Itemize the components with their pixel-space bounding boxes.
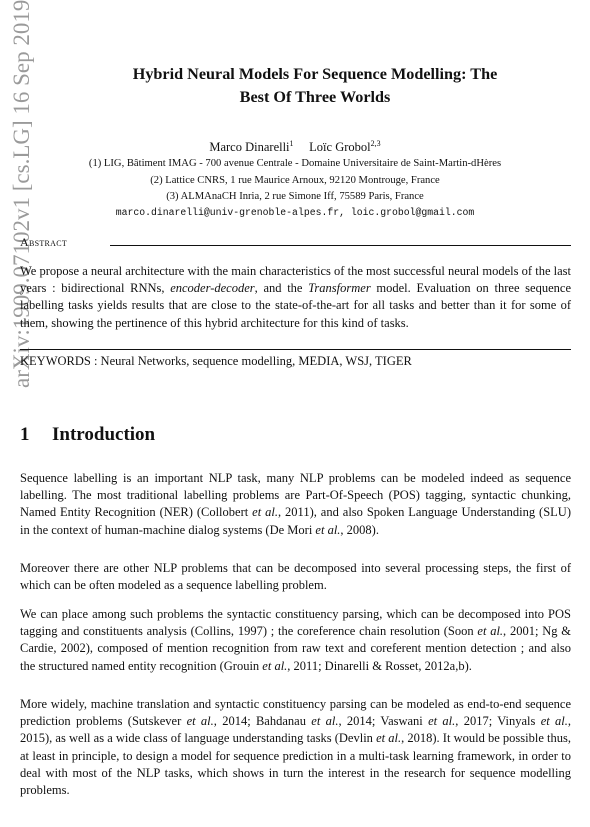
p3-text-c: , 2011; Dinarelli & Rosset, 2012a,b). bbox=[287, 658, 472, 673]
affiliation-2: (2) Lattice CNRS, 1 rue Maurice Arnoux, 92120 Montrouge, France bbox=[150, 175, 440, 186]
arxiv-stamp: arXiv:1909.07102v1 [cs.LG] 16 Sep 2019 bbox=[9, 0, 34, 389]
abstract-text-1: We propose a neural architecture with the main characteristics of the most successful neural models of the last years : bidirectional RNNs, bbox=[20, 264, 571, 296]
p1-text-b: , 2011), and also Spoken Language Understanding (SLU) in the context of human-machine dialog systems (De Mori bbox=[20, 505, 571, 537]
p1-etal-1: et al. bbox=[252, 505, 278, 520]
p1-etal-2: et al. bbox=[315, 522, 341, 537]
author-list bbox=[20, 139, 570, 155]
intro-paragraph-1 bbox=[20, 470, 571, 539]
intro-paragraph-3 bbox=[20, 606, 571, 675]
p4-text-f: , 2018). It would be possible thus, at least in principle, to design a model for sequence prediction in a multi-task learning framework, in order to deal with most of the NLP tasks, which shows in turn the interest in the research for sequence modelling problems. bbox=[20, 731, 571, 798]
p4-text-c: , 2014; Vaswani bbox=[338, 714, 429, 729]
title-line-1: Hybrid Neural Models For Sequence Modelling: The bbox=[132, 65, 498, 83]
p3-text-b: , 2001; Ng & Cardie, 2002), composed of mention recognition from raw text and coreferent mention detection ; and also the structured named entity recognition (Grouin bbox=[20, 624, 571, 673]
abstract-rule bbox=[110, 245, 571, 246]
affiliation-1: (1) LIG, Bâtiment IMAG - 700 avenue Centrale - Domaine Universitaire de Saint-Martin-dHères bbox=[88, 158, 502, 169]
abstract-em-2: Transformer bbox=[308, 281, 371, 296]
abstract-text-3: model. Evaluation on three sequence labelling tasks yields results that are close to the state-of-the-art for all tasks and better than it for some of them, showing the pertinence of this hybrid architecture for this kind of tasks. bbox=[20, 281, 571, 330]
author-emails: marco.dinarelli@univ-grenoble-alpes.fr, loic.grobol@gmail.com bbox=[115, 207, 475, 218]
p4-text-b: , 2014; Bahdanau bbox=[213, 714, 312, 729]
author-1-affil: 1 bbox=[289, 139, 294, 148]
section-heading bbox=[20, 424, 155, 446]
intro-paragraph-4 bbox=[20, 696, 571, 799]
p4-text-e: , 2015), as well as a wide class of language understanding tasks (Devlin bbox=[20, 714, 572, 746]
p4-etal-4: et al. bbox=[540, 714, 568, 729]
paper-title bbox=[40, 63, 590, 109]
title-line-2: Best Of Three Worlds bbox=[239, 88, 391, 106]
keywords-rule bbox=[20, 349, 571, 350]
p4-text-d: , 2017; Vinyals bbox=[455, 714, 541, 729]
abstract-em-1: encoder-decoder bbox=[170, 281, 255, 296]
author-2: Loïc Grobol bbox=[309, 140, 371, 155]
p3-text-a: We can place among such problems the syntactic constituency parsing, which can be decomposed into POS tagging and constituents analysis (Collins, 1997) ; the coreference chain resolution (Soon bbox=[20, 607, 571, 639]
abstract-text-2: , and the bbox=[254, 281, 309, 296]
p1-text-a: Sequence labelling is an important NLP task, many NLP problems can be modeled indeed as sequence labelling. The most traditional labelling problems are Part-Of-Speech (POS) tagging, syntactic chunking, Named Entity Recognition (NER) (Collobert bbox=[20, 471, 571, 520]
p1-text-c: , 2008). bbox=[340, 522, 379, 537]
p3-etal-2: et al. bbox=[262, 658, 288, 673]
p4-etal-2: et al. bbox=[311, 714, 339, 729]
p4-etal-3: et al. bbox=[428, 714, 456, 729]
abstract-heading: Abstract bbox=[20, 235, 68, 249]
p3-etal-1: et al. bbox=[477, 624, 504, 639]
p4-etal-5: et al. bbox=[376, 731, 402, 746]
affiliation-3: (3) ALMAnaCH Inria, 2 rue Simone Iff, 75589 Paris, France bbox=[166, 191, 424, 202]
section-number: 1 bbox=[20, 424, 30, 445]
author-1: Marco Dinarelli bbox=[209, 140, 290, 155]
author-2-affil: 2,3 bbox=[370, 139, 381, 148]
p4-text-a: More widely, machine translation and syntactic constituency parsing can be modeled as end-to-end sequence prediction problems (Sutskever bbox=[20, 697, 571, 729]
p4-etal-1: et al. bbox=[186, 714, 214, 729]
keywords-line: KEYWORDS : Neural Networks, sequence modelling, MEDIA, WSJ, TIGER bbox=[20, 354, 412, 368]
intro-paragraph-2: Moreover there are other NLP problems that can be decomposed into several processing steps, the first of which can be often modeled as a sequence labelling problem. bbox=[20, 561, 571, 593]
abstract-body bbox=[20, 263, 571, 332]
section-title: Introduction bbox=[52, 424, 156, 445]
